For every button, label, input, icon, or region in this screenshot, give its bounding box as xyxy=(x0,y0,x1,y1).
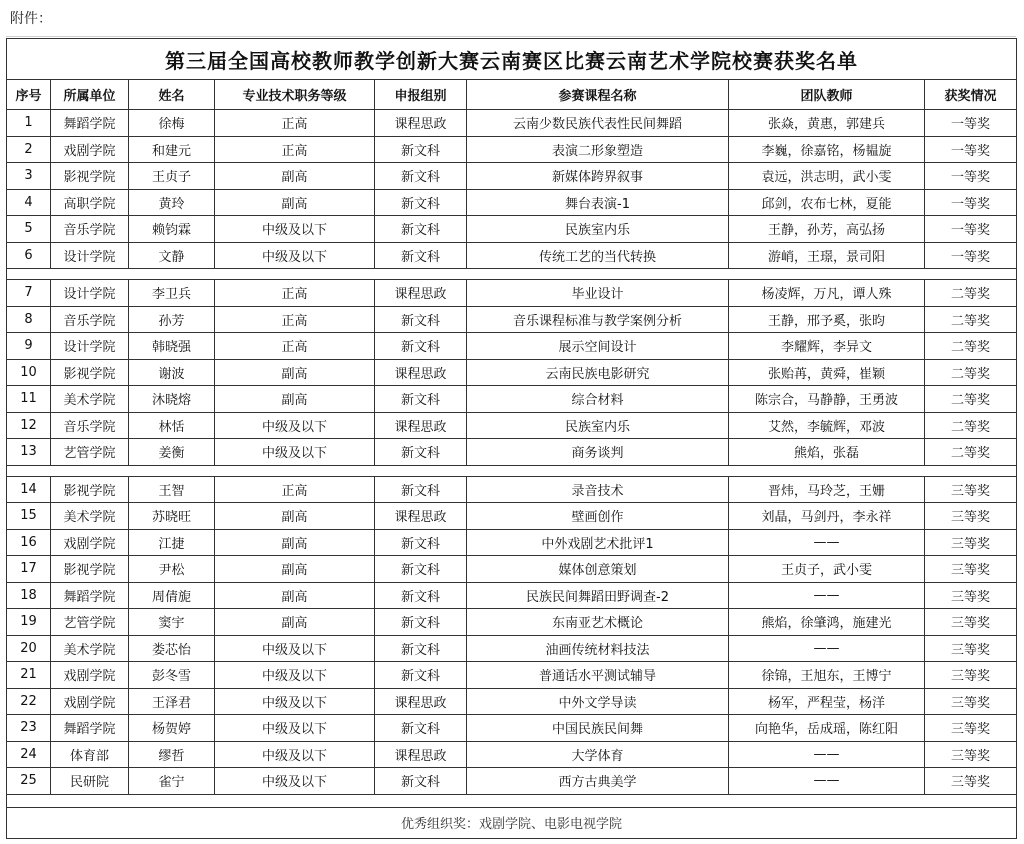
cell-unit: 影视学院 xyxy=(51,556,129,583)
cell-team: 陈宗合，马静静，王勇波 xyxy=(729,386,925,413)
cell-group: 课程思政 xyxy=(375,110,467,137)
title-row xyxy=(7,39,1017,80)
cell-rank: 中级及以下 xyxy=(215,688,375,715)
cell-unit: 美术学院 xyxy=(51,635,129,662)
document-title: 第三届全国高校教师教学创新大赛云南赛区比赛云南艺术学院校赛获奖名单 xyxy=(7,39,1017,80)
table-row xyxy=(7,163,1017,190)
group-separator xyxy=(7,794,1017,807)
cell-unit: 影视学院 xyxy=(51,359,129,386)
cell-rank: 正高 xyxy=(215,280,375,307)
cell-course: 壁画创作 xyxy=(467,503,729,530)
cell-team: 王静，邢予奚，张昀 xyxy=(729,306,925,333)
table-row xyxy=(7,306,1017,333)
cell-index: 21 xyxy=(7,662,51,689)
cell-course: 大学体育 xyxy=(467,741,729,768)
cell-rank: 副高 xyxy=(215,556,375,583)
table-row xyxy=(7,503,1017,530)
cell-award: 二等奖 xyxy=(925,412,1017,439)
cell-group: 新文科 xyxy=(375,163,467,190)
separator-cell xyxy=(7,794,1017,807)
cell-unit: 美术学院 xyxy=(51,386,129,413)
cell-course: 商务谈判 xyxy=(467,439,729,466)
column-header-group: 申报组别 xyxy=(375,80,467,110)
cell-course: 民族室内乐 xyxy=(467,216,729,243)
cell-name: 王贞子 xyxy=(129,163,215,190)
cell-award: 二等奖 xyxy=(925,333,1017,360)
cell-group: 新文科 xyxy=(375,242,467,269)
attachment-label: 附件： xyxy=(10,11,52,27)
cell-course: 综合材料 xyxy=(467,386,729,413)
cell-course: 展示空间设计 xyxy=(467,333,729,360)
cell-unit: 美术学院 xyxy=(51,503,129,530)
cell-award: 一等奖 xyxy=(925,216,1017,243)
cell-team: 向艳华，岳成瑶，陈红阳 xyxy=(729,715,925,742)
cell-course: 民族室内乐 xyxy=(467,412,729,439)
cell-name: 韩晓强 xyxy=(129,333,215,360)
cell-unit: 体育部 xyxy=(51,741,129,768)
cell-index: 22 xyxy=(7,688,51,715)
table-row xyxy=(7,715,1017,742)
cell-index: 8 xyxy=(7,306,51,333)
cell-unit: 民研院 xyxy=(51,768,129,795)
cell-name: 周倩旎 xyxy=(129,582,215,609)
cell-team: 杨凌辉，万凡，谭人殊 xyxy=(729,280,925,307)
cell-award: 二等奖 xyxy=(925,280,1017,307)
separator-cell xyxy=(7,465,1017,476)
table-row xyxy=(7,386,1017,413)
cell-group: 新文科 xyxy=(375,136,467,163)
cell-name: 尹松 xyxy=(129,556,215,583)
column-header-team: 团队教师 xyxy=(729,80,925,110)
table-row xyxy=(7,582,1017,609)
cell-award: 二等奖 xyxy=(925,306,1017,333)
cell-unit: 戏剧学院 xyxy=(51,136,129,163)
cell-course: 媒体创意策划 xyxy=(467,556,729,583)
cell-course: 东南亚艺术概论 xyxy=(467,609,729,636)
cell-rank: 正高 xyxy=(215,136,375,163)
cell-unit: 设计学院 xyxy=(51,280,129,307)
cell-award: 二等奖 xyxy=(925,439,1017,466)
column-header-name: 姓名 xyxy=(129,80,215,110)
cell-index: 5 xyxy=(7,216,51,243)
cell-award: 二等奖 xyxy=(925,386,1017,413)
table-row xyxy=(7,688,1017,715)
cell-unit: 影视学院 xyxy=(51,476,129,503)
cell-course: 表演二形象塑造 xyxy=(467,136,729,163)
cell-course: 录音技术 xyxy=(467,476,729,503)
cell-unit: 艺管学院 xyxy=(51,609,129,636)
cell-group: 新文科 xyxy=(375,715,467,742)
cell-name: 姜衡 xyxy=(129,439,215,466)
cell-rank: 正高 xyxy=(215,476,375,503)
cell-name: 文静 xyxy=(129,242,215,269)
cell-unit: 舞蹈学院 xyxy=(51,582,129,609)
table-row xyxy=(7,412,1017,439)
cell-index: 14 xyxy=(7,476,51,503)
cell-index: 3 xyxy=(7,163,51,190)
column-header-award: 获奖情况 xyxy=(925,80,1017,110)
cell-award: 三等奖 xyxy=(925,635,1017,662)
table-row xyxy=(7,609,1017,636)
cell-rank: 副高 xyxy=(215,189,375,216)
table-row xyxy=(7,768,1017,795)
cell-name: 缪哲 xyxy=(129,741,215,768)
cell-index: 17 xyxy=(7,556,51,583)
cell-award: 三等奖 xyxy=(925,741,1017,768)
cell-group: 新文科 xyxy=(375,386,467,413)
cell-unit: 高职学院 xyxy=(51,189,129,216)
cell-team: 刘晶，马剑丹，李永祥 xyxy=(729,503,925,530)
cell-name: 谢波 xyxy=(129,359,215,386)
cell-name: 王泽君 xyxy=(129,688,215,715)
cell-team: —— xyxy=(729,529,925,556)
cell-group: 新文科 xyxy=(375,439,467,466)
cell-award: 三等奖 xyxy=(925,503,1017,530)
cell-index: 12 xyxy=(7,412,51,439)
cell-name: 沐晓熔 xyxy=(129,386,215,413)
cell-unit: 影视学院 xyxy=(51,163,129,190)
cell-group: 课程思政 xyxy=(375,280,467,307)
cell-index: 9 xyxy=(7,333,51,360)
cell-rank: 中级及以下 xyxy=(215,715,375,742)
cell-unit: 设计学院 xyxy=(51,242,129,269)
table-row xyxy=(7,110,1017,137)
attachment-divider xyxy=(6,36,1016,37)
cell-course: 传统工艺的当代转换 xyxy=(467,242,729,269)
cell-team: 李巍，徐嘉铭，杨韫旋 xyxy=(729,136,925,163)
cell-name: 杨贺婷 xyxy=(129,715,215,742)
cell-award: 一等奖 xyxy=(925,242,1017,269)
cell-team: —— xyxy=(729,582,925,609)
cell-team: 张焱，黄惠，郭建兵 xyxy=(729,110,925,137)
cell-team: 徐锦，王旭东，王博宁 xyxy=(729,662,925,689)
cell-name: 娄芯怡 xyxy=(129,635,215,662)
cell-award: 三等奖 xyxy=(925,662,1017,689)
cell-rank: 中级及以下 xyxy=(215,741,375,768)
cell-team: 王静，孙芳，高弘扬 xyxy=(729,216,925,243)
cell-award: 三等奖 xyxy=(925,715,1017,742)
cell-team: —— xyxy=(729,741,925,768)
cell-unit: 戏剧学院 xyxy=(51,688,129,715)
cell-index: 1 xyxy=(7,110,51,137)
cell-award: 三等奖 xyxy=(925,476,1017,503)
cell-index: 2 xyxy=(7,136,51,163)
cell-name: 王智 xyxy=(129,476,215,503)
column-header-index: 序号 xyxy=(7,80,51,110)
cell-award: 一等奖 xyxy=(925,163,1017,190)
cell-unit: 设计学院 xyxy=(51,333,129,360)
cell-name: 徐梅 xyxy=(129,110,215,137)
cell-course: 音乐课程标准与教学案例分析 xyxy=(467,306,729,333)
cell-index: 23 xyxy=(7,715,51,742)
cell-team: —— xyxy=(729,635,925,662)
cell-name: 雀宁 xyxy=(129,768,215,795)
cell-rank: 中级及以下 xyxy=(215,768,375,795)
table-row xyxy=(7,189,1017,216)
cell-name: 窦宇 xyxy=(129,609,215,636)
cell-group: 课程思政 xyxy=(375,688,467,715)
cell-group: 新文科 xyxy=(375,609,467,636)
cell-index: 20 xyxy=(7,635,51,662)
cell-course: 云南民族电影研究 xyxy=(467,359,729,386)
table-row xyxy=(7,136,1017,163)
cell-rank: 副高 xyxy=(215,359,375,386)
cell-name: 林恬 xyxy=(129,412,215,439)
cell-index: 24 xyxy=(7,741,51,768)
cell-rank: 副高 xyxy=(215,582,375,609)
cell-team: 熊焰，张磊 xyxy=(729,439,925,466)
cell-rank: 中级及以下 xyxy=(215,412,375,439)
cell-rank: 正高 xyxy=(215,110,375,137)
cell-index: 6 xyxy=(7,242,51,269)
cell-team: 袁远，洪志明，武小雯 xyxy=(729,163,925,190)
cell-group: 新文科 xyxy=(375,662,467,689)
cell-index: 7 xyxy=(7,280,51,307)
cell-team: 邱剑，农布七林，夏能 xyxy=(729,189,925,216)
cell-rank: 中级及以下 xyxy=(215,242,375,269)
cell-unit: 音乐学院 xyxy=(51,306,129,333)
cell-group: 新文科 xyxy=(375,333,467,360)
cell-course: 油画传统材料技法 xyxy=(467,635,729,662)
cell-team: —— xyxy=(729,768,925,795)
cell-rank: 正高 xyxy=(215,306,375,333)
cell-unit: 音乐学院 xyxy=(51,412,129,439)
cell-unit: 艺管学院 xyxy=(51,439,129,466)
table-row xyxy=(7,333,1017,360)
table-row xyxy=(7,242,1017,269)
cell-name: 江捷 xyxy=(129,529,215,556)
table-row xyxy=(7,439,1017,466)
column-header-course: 参赛课程名称 xyxy=(467,80,729,110)
cell-course: 中国民族民间舞 xyxy=(467,715,729,742)
cell-team: 熊焰，徐肇鸿，施建光 xyxy=(729,609,925,636)
cell-group: 新文科 xyxy=(375,306,467,333)
cell-rank: 副高 xyxy=(215,386,375,413)
table-row xyxy=(7,662,1017,689)
cell-index: 19 xyxy=(7,609,51,636)
table-row xyxy=(7,476,1017,503)
group-separator xyxy=(7,465,1017,476)
cell-name: 彭冬雪 xyxy=(129,662,215,689)
cell-group: 课程思政 xyxy=(375,503,467,530)
cell-team: 李耀辉，李异文 xyxy=(729,333,925,360)
cell-team: 杨军，严程莹，杨洋 xyxy=(729,688,925,715)
cell-rank: 副高 xyxy=(215,609,375,636)
cell-group: 课程思政 xyxy=(375,359,467,386)
footer-row xyxy=(7,807,1017,838)
table-row xyxy=(7,280,1017,307)
cell-award: 一等奖 xyxy=(925,110,1017,137)
cell-group: 课程思政 xyxy=(375,412,467,439)
cell-award: 三等奖 xyxy=(925,529,1017,556)
cell-course: 民族民间舞蹈田野调查-2 xyxy=(467,582,729,609)
table-row xyxy=(7,556,1017,583)
cell-unit: 音乐学院 xyxy=(51,216,129,243)
separator-cell xyxy=(7,269,1017,280)
cell-rank: 中级及以下 xyxy=(215,439,375,466)
award-table xyxy=(6,38,1017,839)
table-row xyxy=(7,741,1017,768)
cell-course: 毕业设计 xyxy=(467,280,729,307)
cell-award: 三等奖 xyxy=(925,556,1017,583)
cell-team: 游峭，王璟，景司阳 xyxy=(729,242,925,269)
cell-group: 新文科 xyxy=(375,189,467,216)
cell-group: 新文科 xyxy=(375,768,467,795)
group-separator xyxy=(7,269,1017,280)
cell-index: 18 xyxy=(7,582,51,609)
cell-index: 25 xyxy=(7,768,51,795)
cell-index: 4 xyxy=(7,189,51,216)
cell-course: 中外戏剧艺术批评1 xyxy=(467,529,729,556)
header-row xyxy=(7,80,1017,110)
cell-group: 新文科 xyxy=(375,476,467,503)
cell-award: 二等奖 xyxy=(925,359,1017,386)
cell-index: 10 xyxy=(7,359,51,386)
cell-group: 新文科 xyxy=(375,556,467,583)
cell-index: 15 xyxy=(7,503,51,530)
cell-course: 普通话水平测试辅导 xyxy=(467,662,729,689)
cell-rank: 中级及以下 xyxy=(215,216,375,243)
cell-team: 晋炜，马玲芝，王姗 xyxy=(729,476,925,503)
cell-course: 新媒体跨界叙事 xyxy=(467,163,729,190)
cell-team: 艾然，李毓辉，邓波 xyxy=(729,412,925,439)
cell-unit: 舞蹈学院 xyxy=(51,110,129,137)
cell-name: 黄玲 xyxy=(129,189,215,216)
cell-award: 三等奖 xyxy=(925,688,1017,715)
cell-unit: 舞蹈学院 xyxy=(51,715,129,742)
cell-name: 和建元 xyxy=(129,136,215,163)
table-row xyxy=(7,635,1017,662)
cell-team: 王贞子，武小雯 xyxy=(729,556,925,583)
cell-rank: 副高 xyxy=(215,503,375,530)
footer-note: 优秀组织奖：戏剧学院、电影电视学院 xyxy=(7,807,1017,838)
cell-rank: 正高 xyxy=(215,333,375,360)
cell-index: 13 xyxy=(7,439,51,466)
table-row xyxy=(7,359,1017,386)
cell-course: 云南少数民族代表性民间舞蹈 xyxy=(467,110,729,137)
cell-rank: 中级及以下 xyxy=(215,635,375,662)
cell-index: 16 xyxy=(7,529,51,556)
cell-award: 一等奖 xyxy=(925,136,1017,163)
cell-rank: 中级及以下 xyxy=(215,662,375,689)
cell-rank: 副高 xyxy=(215,163,375,190)
cell-course: 舞台表演-1 xyxy=(467,189,729,216)
cell-group: 课程思政 xyxy=(375,741,467,768)
cell-award: 三等奖 xyxy=(925,609,1017,636)
table-row xyxy=(7,216,1017,243)
cell-name: 苏晓旺 xyxy=(129,503,215,530)
cell-index: 11 xyxy=(7,386,51,413)
cell-group: 新文科 xyxy=(375,529,467,556)
cell-unit: 戏剧学院 xyxy=(51,662,129,689)
cell-team: 张贻苒，黄舜，崔颖 xyxy=(729,359,925,386)
column-header-rank: 专业技术职务等级 xyxy=(215,80,375,110)
cell-award: 一等奖 xyxy=(925,189,1017,216)
cell-name: 李卫兵 xyxy=(129,280,215,307)
cell-group: 新文科 xyxy=(375,582,467,609)
cell-unit: 戏剧学院 xyxy=(51,529,129,556)
cell-group: 新文科 xyxy=(375,635,467,662)
cell-course: 西方古典美学 xyxy=(467,768,729,795)
cell-name: 孙芳 xyxy=(129,306,215,333)
table-row xyxy=(7,529,1017,556)
cell-name: 赖钧霖 xyxy=(129,216,215,243)
cell-award: 三等奖 xyxy=(925,582,1017,609)
cell-group: 新文科 xyxy=(375,216,467,243)
cell-award: 三等奖 xyxy=(925,768,1017,795)
column-header-unit: 所属单位 xyxy=(51,80,129,110)
cell-rank: 副高 xyxy=(215,529,375,556)
cell-course: 中外文学导读 xyxy=(467,688,729,715)
